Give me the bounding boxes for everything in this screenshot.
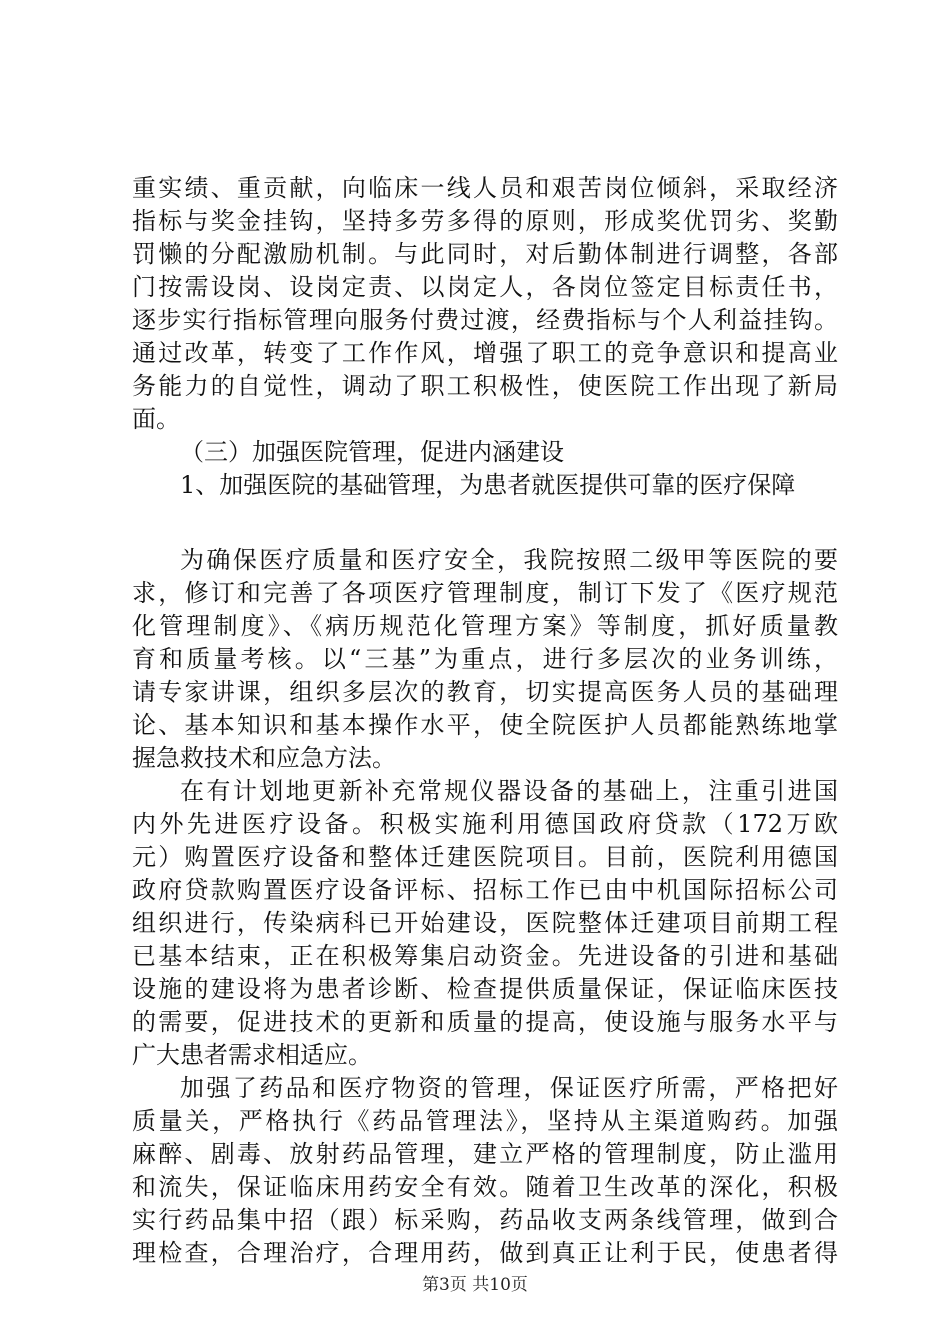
text-line: 实行药品集中招（跟）标采购，药品收支两条线管理，做到合 [132,1206,838,1234]
paragraph-incentive-mechanism [132,172,838,436]
text-line: 政府贷款购置医疗设备评标、招标工作已由中机国际招标公司 [132,876,838,904]
text-line: 化管理制度》、《病历规范化管理方案》等制度，抓好质量教 [132,612,838,640]
text-line: 为确保医疗质量和医疗安全，我院按照二级甲等医院的要 [180,546,838,574]
document-body [132,172,838,1270]
text-line: 内外先进医疗设备。积极实施利用德国政府贷款（172万欧 [132,810,838,838]
text-line: 求，修订和完善了各项医疗管理制度，制订下发了《医疗规范 [132,579,838,607]
text-line: 麻醉、剧毒、放射药品管理，建立严格的管理制度，防止滥用 [132,1140,838,1168]
text-line: 重实绩、重贡献，向临床一线人员和艰苦岗位倾斜，采取经济 [132,174,838,202]
text-line: 理检查，合理治疗，合理用药，做到真正让利于民，使患者得 [132,1239,838,1267]
paragraph-medical-quality [132,544,838,775]
text-line: 组织进行，传染病科已开始建设，医院整体迁建项目前期工程 [132,909,838,937]
text-line: 育和质量考核。以“三基”为重点，进行多层次的业务训练， [132,645,838,673]
paragraph-equipment [132,775,838,1072]
text-line: 罚懒的分配激励机制。与此同时，对后勤体制进行调整，各部 [132,240,838,268]
text-line: 加强了药品和医疗物资的管理，保证医疗所需，严格把好 [180,1074,838,1102]
paragraph-gap [132,502,838,544]
text-line: 面。 [132,405,180,433]
text-line: 设施的建设将为患者诊断、检查提供质量保证，保证临床医技 [132,975,838,1003]
text-line: 广大患者需求相适应。 [132,1041,372,1069]
text-line: 质量关，严格执行《药品管理法》，坚持从主渠道购药。加强 [132,1107,838,1135]
text-line: 逐步实行指标管理向服务付费过渡，经费指标与个人利益挂钩。 [132,306,838,334]
text-line: 论、基本知识和基本操作水平，使全院医护人员都能熟练地掌 [132,711,838,739]
subsection-heading: 1、加强医院的基础管理，为患者就医提供可靠的医疗保障 [180,471,796,499]
section-heading: （三）加强医院管理，促进内涵建设 [180,438,564,466]
text-line: 的需要，促进技术的更新和质量的提高，使设施与服务水平与 [132,1008,838,1036]
text-line: 在有计划地更新补充常规仪器设备的基础上，注重引进国 [180,777,838,805]
text-line: 务能力的自觉性，调动了职工积极性，使医院工作出现了新局 [132,372,838,400]
text-line: 元）购置医疗设备和整体迁建医院项目。目前，医院利用德国 [132,843,838,871]
text-line: 和流失，保证临床用药安全有效。随着卫生改革的深化，积极 [132,1173,838,1201]
paragraph-drug-management [132,1072,838,1270]
text-line: 通过改革，转变了工作作风，增强了职工的竞争意识和提高业 [132,339,838,367]
page-number-footer: 第3页 共10页 [422,1275,528,1295]
text-line: 门按需设岗、设岗定责、以岗定人，各岗位签定目标责任书， [132,273,838,301]
text-line: 已基本结束，正在积极筹集启动资金。先进设备的引进和基础 [132,942,838,970]
text-line: 指标与奖金挂钩，坚持多劳多得的原则，形成奖优罚劣、奖勤 [132,207,838,235]
text-line: 请专家讲课，组织多层次的教育，切实提高医务人员的基础理 [132,678,838,706]
text-line: 握急救技术和应急方法。 [132,744,396,772]
